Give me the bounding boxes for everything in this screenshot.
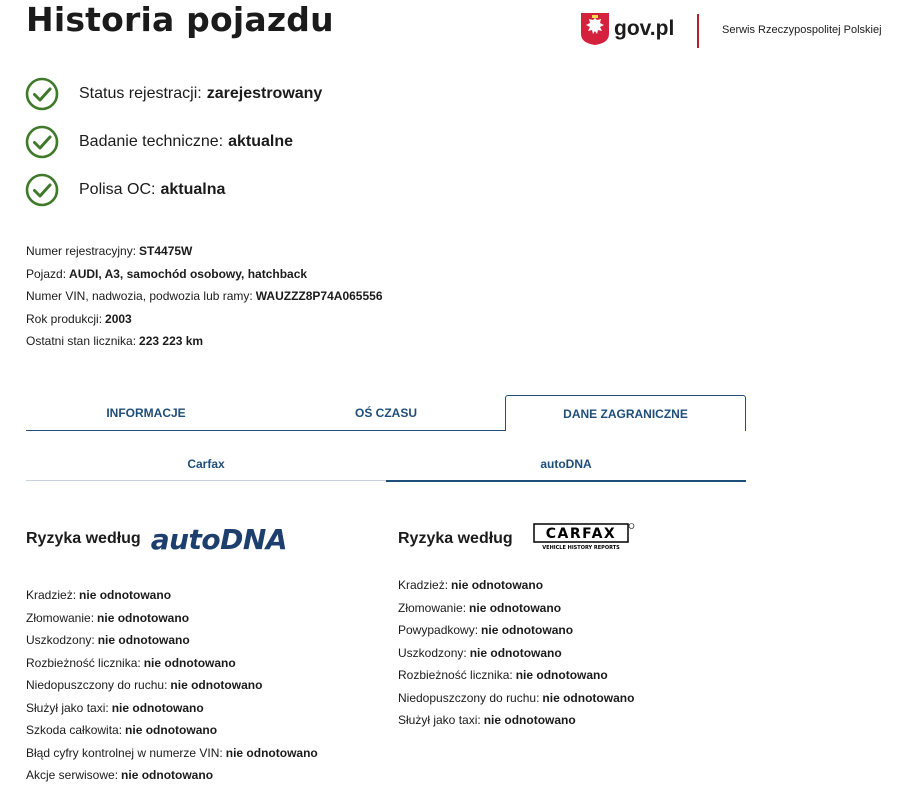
risk-label: Błąd cyfry kontrolnej w numerze VIN: (26, 745, 223, 760)
subtab-line (26, 480, 386, 481)
risk-label: Rozbieżność licznika: (26, 655, 141, 670)
tab-os-czasu[interactable]: OŚ CZASU (354, 406, 417, 420)
vehicle-row-registration (26, 243, 383, 266)
vehicle-row-year (26, 311, 383, 334)
vehicle-row-vin (26, 288, 383, 311)
risk-row (398, 690, 635, 713)
vehicle-label: Pojazd: (26, 266, 67, 281)
status-value: zarejestrowany (206, 85, 323, 102)
risk-label: Złomowanie: (398, 600, 467, 615)
risk-list (26, 587, 318, 790)
status-label: Badanie techniczne: (79, 133, 224, 150)
status-item-insurance (25, 173, 322, 207)
risk-label: Powypadkowy: (398, 623, 479, 637)
risk-autodna (26, 521, 318, 790)
risk-row (398, 667, 635, 690)
vehicle-value: 223 223 km (139, 334, 204, 349)
page-title: Historia pojazdu (26, 0, 334, 39)
vehicle-label: Ostatni stan licznika: (26, 334, 137, 349)
main-tabs (26, 395, 746, 431)
header-divider (697, 14, 699, 48)
status-label: Status rejestracji: (79, 85, 202, 102)
header-caption: Serwis Rzeczypospolitej Polskiej (722, 24, 882, 36)
vehicle-label: Numer VIN, nadwozia, podwozia lub ramy: (26, 289, 253, 304)
vehicle-value: WAUZZZ8P74A065556 (255, 289, 383, 304)
vehicle-value: ST4475W (139, 244, 193, 258)
tab-dane-zagraniczne[interactable]: DANE ZAGRANICZNE (505, 395, 746, 431)
vehicle-label: Numer rejestracyjny: (26, 244, 137, 258)
vehicle-label: Rok produkcji: (26, 311, 103, 326)
check-circle-icon (25, 125, 59, 159)
risk-row (26, 767, 318, 790)
status-label: Polisa OC: (79, 181, 156, 198)
risk-value: nie odnotowano (97, 633, 190, 647)
risk-row (26, 610, 318, 633)
risk-value: nie odnotowano (170, 678, 263, 692)
risk-label: Uszkodzony: (26, 633, 95, 647)
risk-value: nie odnotowano (79, 588, 172, 602)
risk-label: Złomowanie: (26, 610, 95, 625)
check-circle-icon (25, 173, 59, 207)
risk-carfax (398, 521, 635, 735)
gov-text: gov.pl (614, 17, 675, 40)
status-list (25, 77, 322, 221)
risk-row (398, 712, 635, 735)
risk-row (26, 677, 318, 700)
risk-value: nie odnotowano (469, 645, 562, 660)
autodna-logo: autoDNA (150, 522, 287, 556)
sub-tabs (26, 450, 746, 482)
polish-eagle-icon (580, 12, 610, 46)
vehicle-info (26, 243, 383, 356)
check-circle-icon (25, 77, 59, 111)
risk-value: nie odnotowano (515, 668, 608, 682)
tab-informacje[interactable]: INFORMACJE (106, 406, 186, 420)
risk-label: Akcje serwisowe: (26, 768, 119, 782)
risk-label: Niedopuszczony do ruchu: (26, 678, 168, 692)
risk-value: nie odnotowano (451, 578, 544, 592)
subtab-carfax[interactable]: Carfax (187, 457, 225, 471)
risk-label: Kradzież: (398, 578, 449, 592)
status-value: aktualne (228, 133, 294, 150)
status-item-registration (25, 77, 322, 111)
risk-row (398, 600, 635, 623)
status-item-inspection (25, 125, 322, 159)
risk-value: nie odnotowano (97, 610, 190, 625)
risk-row (26, 700, 318, 723)
status-value: aktualna (160, 181, 226, 198)
subtab-autodna[interactable]: autoDNA (540, 457, 592, 471)
risk-list (398, 577, 635, 735)
carfax-logo-icon (533, 523, 635, 551)
subtab-active-indicator (386, 480, 746, 482)
risk-heading-text: Ryzyka według (398, 530, 513, 547)
risk-label: Uszkodzony: (398, 645, 467, 660)
risk-row (26, 655, 318, 678)
govpl-logo[interactable] (580, 12, 674, 46)
risk-value: nie odnotowano (111, 700, 204, 715)
risk-value: nie odnotowano (542, 690, 635, 705)
risk-label: Niedopuszczony do ruchu: (398, 690, 540, 705)
risk-label: Służył jako taxi: (398, 713, 481, 727)
svg-text:CARFAX: CARFAX (545, 525, 616, 542)
risk-value: nie odnotowano (483, 713, 576, 727)
carfax-logo (533, 523, 635, 556)
risk-row (26, 632, 318, 655)
risk-row (26, 745, 318, 768)
vehicle-value: 2003 (105, 311, 132, 326)
vehicle-value: AUDI, A3, samochód osobowy, hatchback (69, 266, 308, 281)
risk-value: nie odnotowano (225, 745, 318, 760)
svg-text:VEHICLE HISTORY REPORTS: VEHICLE HISTORY REPORTS (542, 544, 620, 551)
risk-row (398, 577, 635, 600)
risk-label: Rozbieżność licznika: (398, 668, 513, 682)
risk-value: nie odnotowano (469, 600, 562, 615)
risk-row (398, 622, 635, 645)
risk-label: Kradzież: (26, 588, 77, 602)
risk-value: nie odnotowano (143, 655, 236, 670)
risk-heading-text: Ryzyka według (26, 530, 141, 547)
risk-heading (398, 521, 635, 557)
risk-value: nie odnotowano (121, 768, 214, 782)
vehicle-row-odometer (26, 333, 383, 356)
risk-row (398, 645, 635, 668)
vehicle-row-model (26, 266, 383, 289)
risk-row (26, 587, 318, 610)
risk-value: nie odnotowano (481, 623, 574, 637)
risk-heading (26, 521, 318, 557)
risk-value: nie odnotowano (125, 723, 218, 737)
risk-label: Służył jako taxi: (26, 700, 109, 715)
risk-label: Szkoda całkowita: (26, 723, 123, 737)
risk-row (26, 722, 318, 745)
